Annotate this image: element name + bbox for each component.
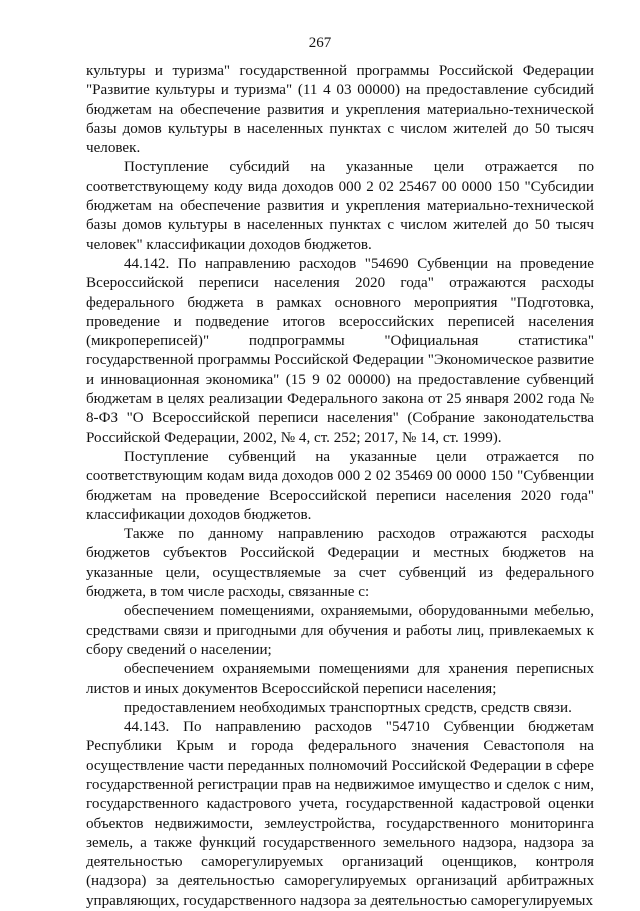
paragraph-section-44-142: 44.142. По направлению расходов "54690 Субвенции на проведение Всероссийской переписи населения 2020 года" отражаются расходы федерального бюджета в рамках основного мероприятия "Подготовка, проведение и подведение итогов всероссийских переписей населения (микропереписей)" подпрограммы "Официальная статистика" государственной программы Российской Федерации "Экономическое развитие и инновационная экономика" (15 9 02 00000) на предоставление субвенций бюджетам в целях реализации Федерального закона от 25 января 2002 года № 8-ФЗ "О Всероссийской переписи населения" (Собрание законодательства Российской Федерации, 2002, № 4, ст. 252; 2017, № 14, ст. 1999). bbox=[86, 255, 594, 446]
document-body bbox=[86, 62, 594, 911]
paragraph-list-item: обеспечением помещениями, охраняемыми, оборудованными мебелью, средствами связи и пригодными для обучения и работы лиц, привлекаемых к сбору сведений о населении; bbox=[86, 603, 594, 658]
paragraph: Поступление субвенций на указанные цели отражается по соответствующим кодам вида доходов 000 2 02 35469 00 0000 150 "Субвенции бюджетам на проведение Всероссийской переписи населения 2020 года" классификации доходов бюджетов. bbox=[86, 448, 594, 523]
paragraph: Также по данному направлению расходов отражаются расходы бюджетов субъектов Российской Федерации и местных бюджетов на указанные цели, осуществляемые за счет субвенций из федерального бюджета, в том числе расходы, связанные с: bbox=[86, 526, 594, 601]
paragraph: Поступление субсидий на указанные цели отражается по соответствующему коду вида доходов 000 2 02 25467 00 0000 150 "Субсидии бюджетам на обеспечение развития и укрепления материально-технической базы домов культуры в населенных пунктах с числом жителей до 50 тысяч человек" классификации доходов бюджетов. bbox=[86, 159, 594, 253]
paragraph-continuation: культуры и туризма" государственной программы Российской Федерации "Развитие культуры и туризма" (11 4 03 00000) на предоставление субсидий бюджетам на обеспечение развития и укрепления материально-технической базы домов культуры в населенных пунктах с числом жителей до 50 тысяч человек. bbox=[86, 63, 594, 157]
page-number: 267 bbox=[308, 35, 332, 51]
paragraph-list-item: обеспечением охраняемыми помещениями для хранения переписных листов и иных документов Всероссийской переписи населения; bbox=[86, 661, 594, 697]
paragraph-section-44-143: 44.143. По направлению расходов "54710 Субвенции бюджетам Республики Крым и города федерального значения Севастополя на осуществление части переданных полномочий Российской Федерации в сфере государственной регистрации прав на недвижимое имущество и сделок с ним, государственного кадастрового учета, государственной кадастровой оценки объектов недвижимости, землеустройства, государственного мониторинга земель, а также функций государственного земельного надзора, надзора за деятельностью саморегулируемых организаций оценщиков, контроля (надзора) за деятельностью саморегулируемых организаций арбитражных управляющих, государственного надзора за деятельностью саморегулируемых bbox=[86, 719, 594, 909]
paragraph-list-item: предоставлением необходимых транспортных средств, средств связи. bbox=[124, 699, 572, 716]
